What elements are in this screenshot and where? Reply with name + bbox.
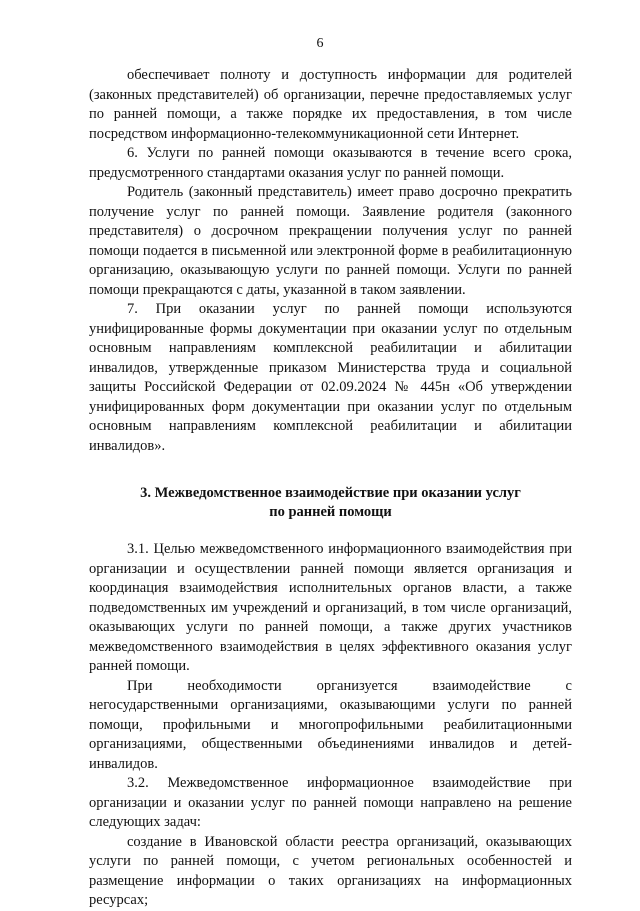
paragraph-item-6: 6. Услуги по ранней помощи оказываются в течение всего срока, предусмотренного стандартами оказания услуг по ранней помощи. <box>89 145 572 181</box>
section-3-heading-line-2: по ранней помощи <box>269 504 392 520</box>
section-3-heading-line-1: 3. Межведомственное взаимодействие при оказании услуг <box>140 485 521 501</box>
section-3-heading <box>89 484 572 522</box>
paragraph-item-7: 7. При оказании услуг по ранней помощи используются унифицированные формы документации при оказании услуг по отдельным основным направлениям комплексной реабилитации и абилитации инвалидов, утвержденные приказом Министерства труда и социальной защиты Российской Федерации от 02.09.2024 № 445н «Об утверждении унифицированных форм документации при оказании услуг по отдельным основным направлениям комплексной реабилитации и абилитации инвалидов». <box>89 301 572 454</box>
paragraph-registry: создание в Ивановской области реестра организаций, оказывающих услуги по ранней помощи, с учетом региональных особенностей и размещение информации о таких организациях на информационных ресурсах; <box>89 833 572 908</box>
page-number: 6 <box>316 36 324 51</box>
paragraph-3-1: 3.1. Целью межведомственного информационного взаимодействия при организации и осуществлении ранней помощи является организация и координация взаимодействия исполнительных органов власти, а также подведомственных им учреждений и организаций, в том числе организаций, оказывающих услуги по ранней помощи, а также других участников межведомственного взаимодействия в целях эффективного оказания услуг ранней помощи. <box>89 541 572 674</box>
paragraph-info-availability: обеспечивает полноту и доступность информации для родителей (законных представителей) об организации, перечне предоставляемых услуг по ранней помощи, а также порядке их предоставления, в том числе посредством информационно-телекоммуникационной сети Интернет. <box>89 67 572 142</box>
paragraph-nongovernmental: При необходимости организуется взаимодействие с негосударственными организациями, оказывающими услуги по ранней помощи, профильными и многопрофильными реабилитационными организациями, общественными объединениями инвалидов и детей-инвалидов. <box>89 677 572 772</box>
paragraph-3-2: 3.2. Межведомственное информационное взаимодействие при организации и оказании услуг по ранней помощи направлено на решение следующих задач: <box>89 775 572 830</box>
document-body <box>89 66 572 911</box>
paragraph-early-termination: Родитель (законный представитель) имеет право досрочно прекратить получение услуг по ранней помощи. Заявление родителя (законного представителя) о досрочном прекращении получения услуг по ранней помощи подается в письменной или электронной форме в реабилитационную организацию, оказывающую услуги по ранней помощи. Услуги по ранней помощи прекращаются с даты, указанной в таком заявлении. <box>89 184 572 298</box>
